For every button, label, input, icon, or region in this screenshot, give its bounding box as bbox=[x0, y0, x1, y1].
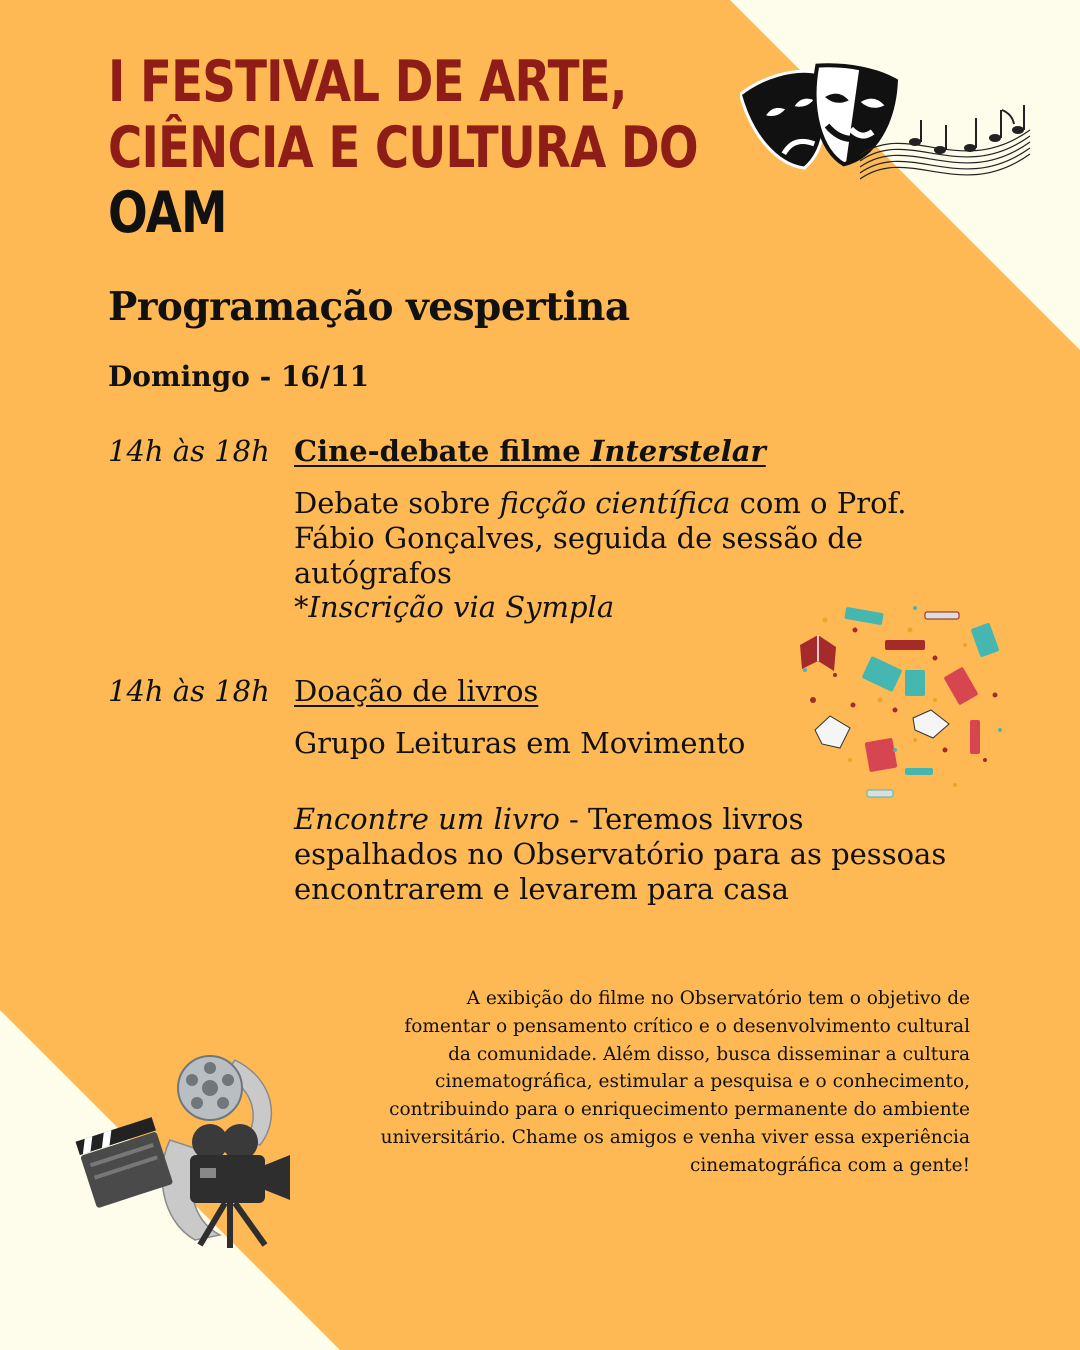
event-2-description: Grupo Leituras em Movimento bbox=[294, 726, 746, 760]
event-1-title-prefix: Cine-debate filme bbox=[294, 434, 591, 468]
event-date: Domingo - 16/11 bbox=[108, 360, 370, 393]
event-1-time: 14h às 18h bbox=[108, 434, 270, 468]
event-2-extra bbox=[294, 802, 974, 906]
event-2-time: 14h às 18h bbox=[108, 674, 270, 708]
title-line-2: CIÊNCIA E CULTURA DO bbox=[108, 114, 698, 181]
event-1-desc-emphasis: ficção científica bbox=[499, 486, 731, 520]
theater-masks-icon bbox=[740, 60, 1040, 200]
event-1-title bbox=[294, 434, 766, 468]
event-2-extra-text: - Teremos livros espalhados no Observatório para as pessoas encontrarem e levarem para casa bbox=[294, 802, 947, 906]
film-camera-icon bbox=[75, 1050, 300, 1250]
title-line-1: I FESTIVAL DE ARTE, bbox=[108, 49, 627, 115]
film-reel-icon bbox=[178, 1056, 242, 1120]
festival-title bbox=[108, 50, 698, 247]
event-1-desc-part2: com o Prof. Fábio Gonçalves, seguida de sessão de autógrafos bbox=[294, 486, 907, 590]
event-1-desc-part1: Debate sobre bbox=[294, 486, 500, 520]
clapperboard-icon bbox=[75, 1117, 173, 1220]
event-1-registration-note: *Inscrição via Sympla bbox=[294, 590, 615, 625]
event-2-title: Doação de livros bbox=[294, 674, 539, 708]
flying-books-icon bbox=[795, 600, 1015, 805]
title-line-3: OAM bbox=[108, 180, 227, 247]
event-2-extra-emphasis: Encontre um livro bbox=[294, 802, 560, 836]
film-exhibition-note: A exibição do filme no Observatório tem o objetivo de fomentar o pensamento crítico e o desenvolvimento cultural da comunidade. Além disso, busca disseminar a cultura cinematográfica, estimular a pesquisa e o conhecimento, contribuindo para o enriquecimento permanente do ambiente universitário. Chame os amigos e venha viver essa experiência cinematográfica com a gente! bbox=[380, 988, 970, 1176]
event-1-title-film: Interstelar bbox=[590, 434, 766, 468]
program-subtitle: Programação vespertina bbox=[108, 284, 630, 330]
